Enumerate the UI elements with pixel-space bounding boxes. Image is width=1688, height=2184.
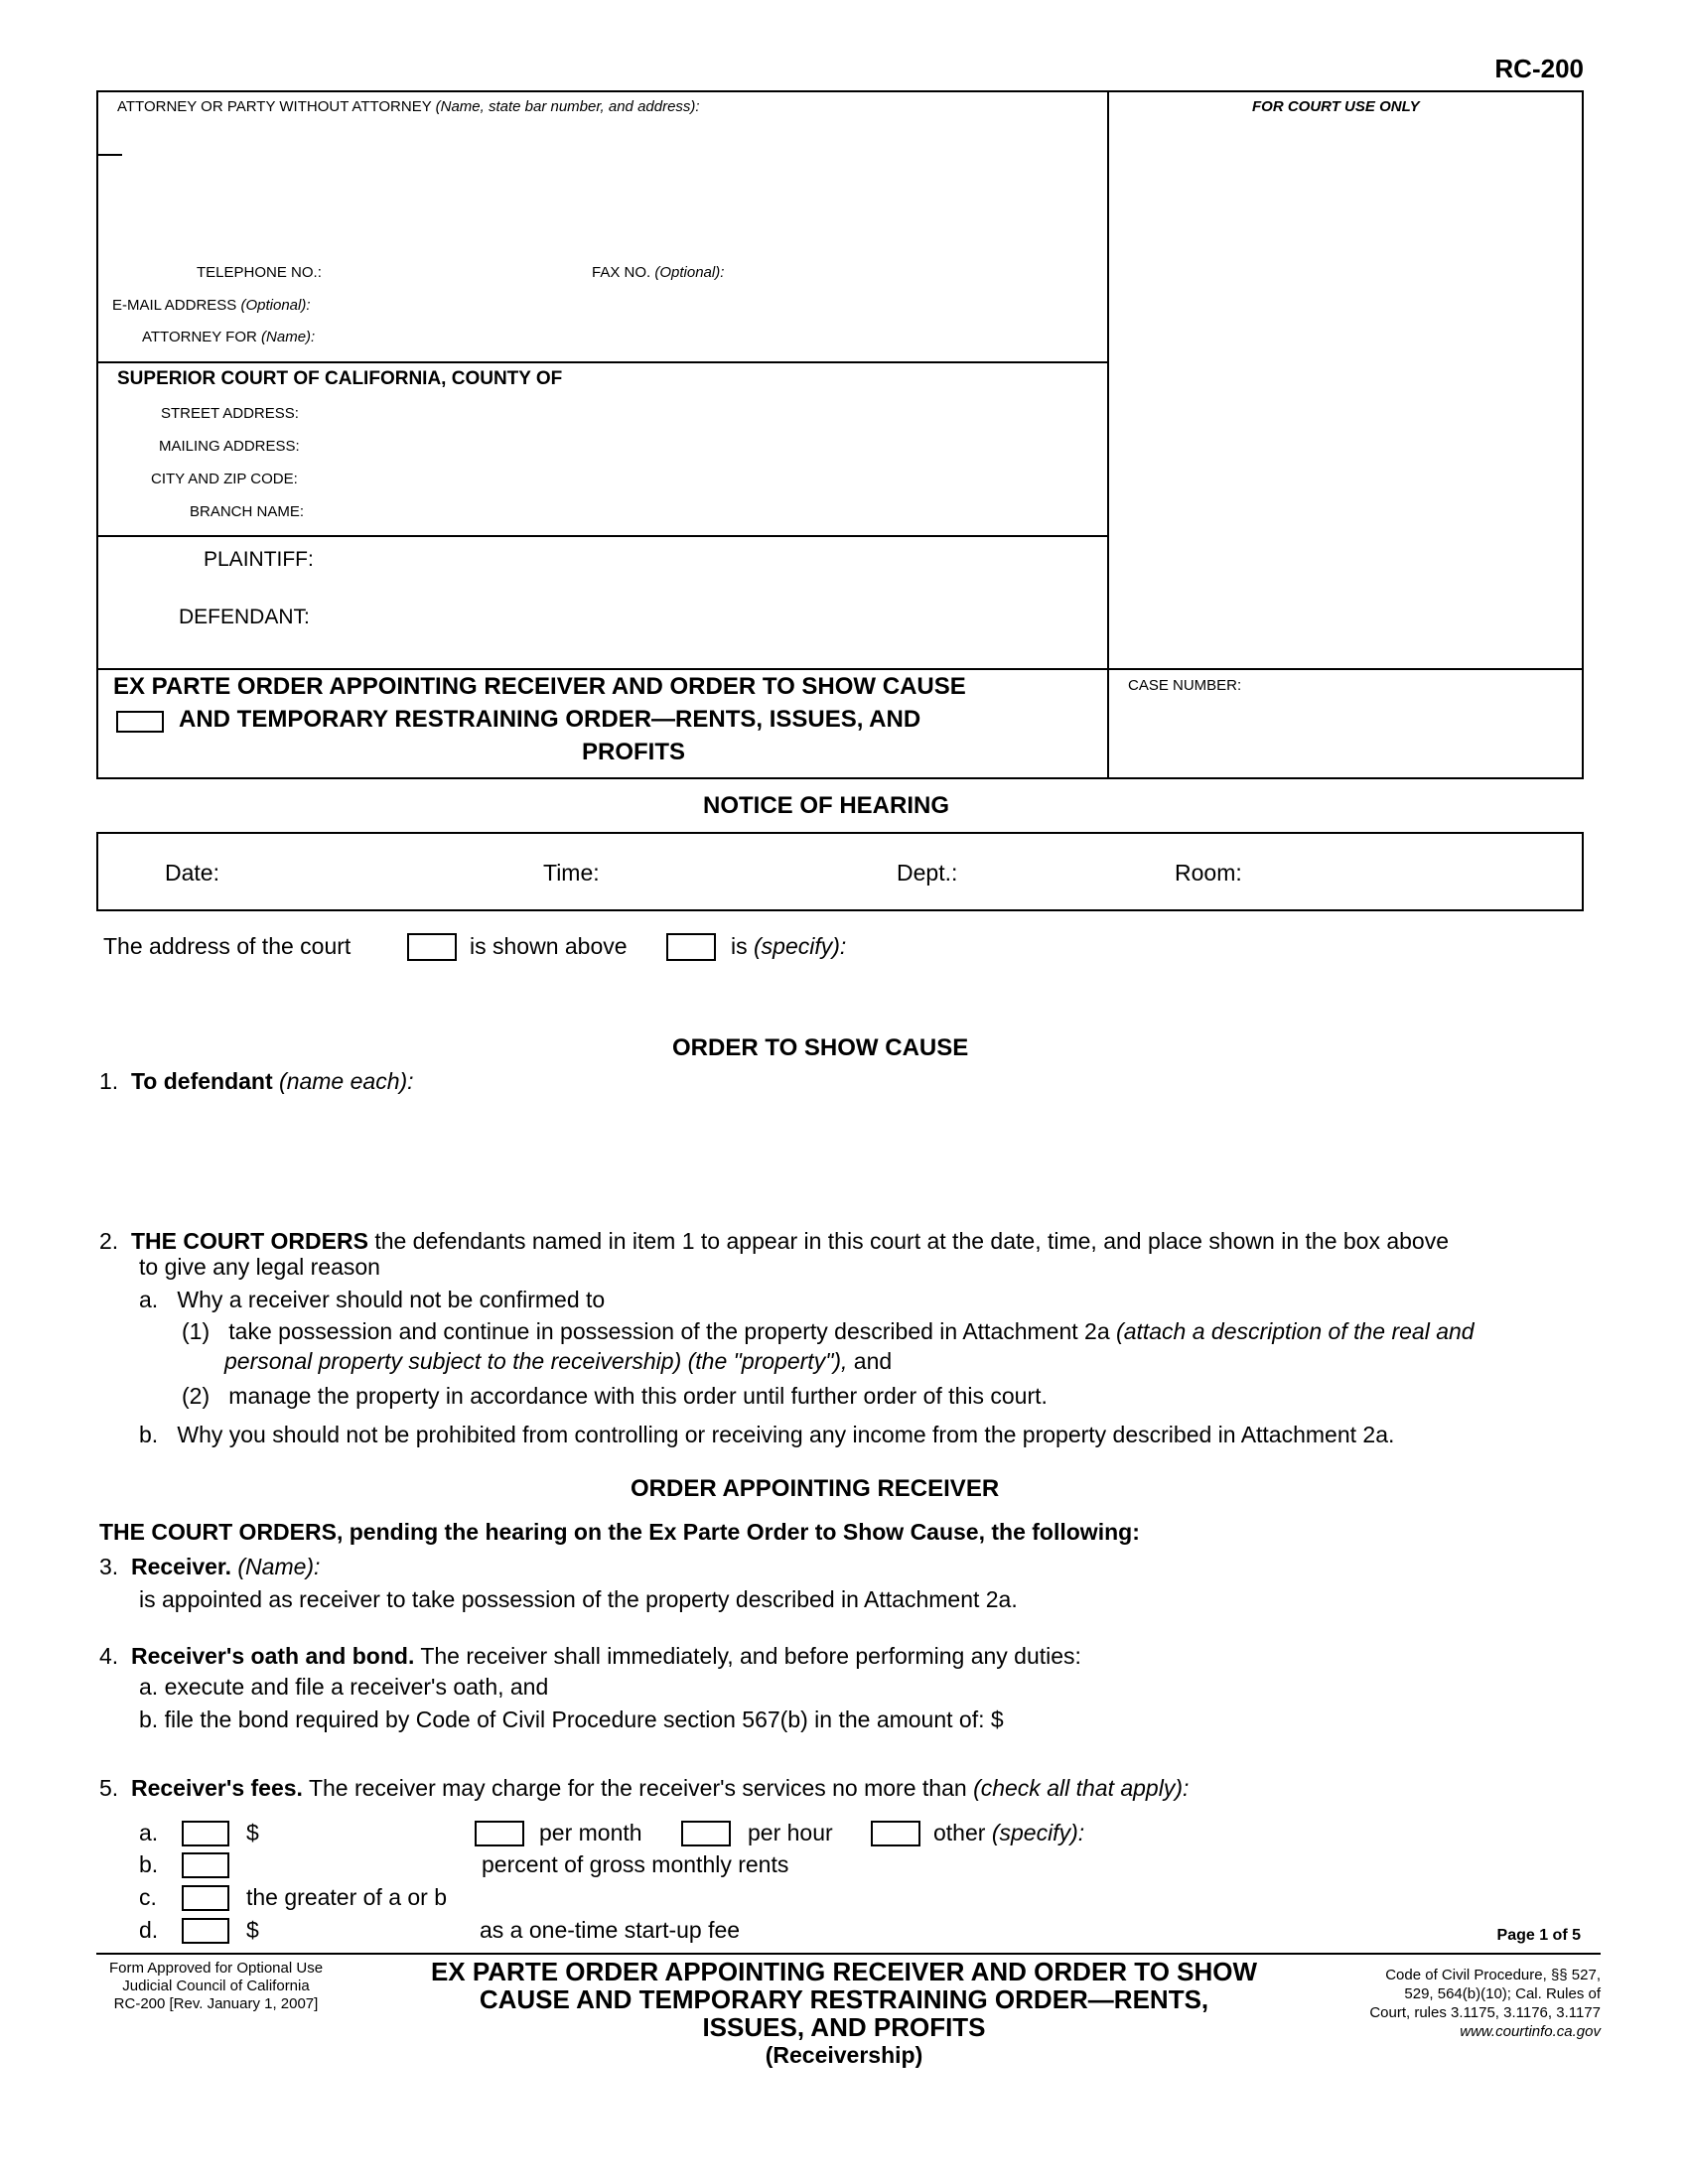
defendant-label: DEFENDANT: bbox=[179, 606, 310, 628]
fee-d-dollar: $ bbox=[246, 1917, 259, 1943]
per-hour-checkbox[interactable] bbox=[681, 1821, 731, 1846]
greater-label: the greater of a or b bbox=[246, 1884, 448, 1910]
hearing-time-label: Time: bbox=[543, 860, 600, 886]
page-number: Page 1 of 5 bbox=[1496, 1927, 1581, 1944]
address-specify-checkbox[interactable] bbox=[666, 933, 716, 961]
footer-left bbox=[79, 1960, 352, 2013]
plaintiff-label: PLAINTIFF: bbox=[204, 548, 314, 571]
fee-b-checkbox[interactable] bbox=[182, 1852, 229, 1878]
fee-a-checkbox[interactable] bbox=[182, 1821, 229, 1846]
item-3-line2: is appointed as receiver to take possession of the property described in Attachment 2a. bbox=[139, 1586, 1018, 1612]
other-label: other (specify): bbox=[933, 1820, 1085, 1845]
other-checkbox[interactable] bbox=[871, 1821, 920, 1846]
footer-right-2: 529, 564(b)(10); Cal. Rules of bbox=[1404, 1985, 1601, 2002]
court-address-text: The address of the court bbox=[103, 933, 352, 959]
caption-tick bbox=[96, 154, 122, 156]
item-1: 1. To defendant (name each): bbox=[99, 1068, 414, 1094]
footer-left-3: RC-200 [Rev. January 1, 2007] bbox=[113, 1995, 319, 2012]
item-2a: a. Why a receiver should not be confirmed to bbox=[139, 1287, 606, 1312]
item-4a: a. execute and file a receiver's oath, and bbox=[139, 1674, 549, 1700]
court-name: SUPERIOR COURT OF CALIFORNIA, COUNTY OF bbox=[117, 368, 563, 389]
attorney-label: ATTORNEY OR PARTY WITHOUT ATTORNEY (Name, state bar number, and address): bbox=[117, 98, 700, 115]
caption-line-parties bbox=[96, 535, 1109, 537]
oar-intro: THE COURT ORDERS, pending the hearing on the Ex Parte Order to Show Cause, the following: bbox=[99, 1519, 1140, 1545]
caption-divider bbox=[1107, 90, 1109, 779]
percent-label: percent of gross monthly rents bbox=[482, 1851, 789, 1877]
footer-left-1: Form Approved for Optional Use bbox=[108, 1960, 324, 1977]
item-2a1-line2: personal property subject to the receivership) (the "property"), and bbox=[224, 1348, 893, 1374]
footer-title bbox=[377, 1958, 1311, 2069]
footer-title-3: ISSUES, AND PROFITS bbox=[702, 2012, 986, 2042]
caption-line-court bbox=[96, 361, 1109, 363]
item-2: 2. THE COURT ORDERS the defendants named in item 1 to appear in this court at the date, time, and place shown in the box above bbox=[99, 1228, 1450, 1254]
per-month-label: per month bbox=[539, 1820, 642, 1845]
footer-right-3: Court, rules 3.1175, 3.1176, 3.1177 bbox=[1369, 2004, 1601, 2021]
form-number: RC-200 bbox=[1494, 54, 1584, 83]
footer-title-4: (Receivership) bbox=[765, 2042, 923, 2068]
notice-heading: NOTICE OF HEARING bbox=[703, 792, 950, 819]
address-shown-above-label: is shown above bbox=[470, 933, 628, 959]
item-4: 4. Receiver's oath and bond. The receiver shall immediately, and before performing any duties: bbox=[99, 1643, 1081, 1669]
footer-title-2: CAUSE AND TEMPORARY RESTRAINING ORDER—RENTS, bbox=[479, 1984, 1209, 2014]
fee-c-checkbox[interactable] bbox=[182, 1885, 229, 1911]
fee-b-label: b. bbox=[139, 1851, 159, 1877]
address-shown-above-checkbox[interactable] bbox=[407, 933, 457, 961]
email-label: E-MAIL ADDRESS (Optional): bbox=[112, 297, 311, 314]
per-hour-label: per hour bbox=[748, 1820, 833, 1845]
court-use-label: FOR COURT USE ONLY bbox=[1252, 98, 1420, 115]
city-zip-label: CITY AND ZIP CODE: bbox=[151, 471, 298, 487]
telephone-label: TELEPHONE NO.: bbox=[197, 264, 322, 281]
tro-checkbox[interactable] bbox=[116, 711, 164, 733]
item-2-line2: to give any legal reason bbox=[139, 1254, 380, 1280]
fax-label: FAX NO. (Optional): bbox=[592, 264, 725, 281]
footer-right bbox=[1303, 1966, 1601, 2041]
caption-title-line3: PROFITS bbox=[582, 739, 686, 765]
caption-title-line1: EX PARTE ORDER APPOINTING RECEIVER AND ORDER TO SHOW CAUSE bbox=[113, 673, 966, 700]
oar-heading: ORDER APPOINTING RECEIVER bbox=[631, 1475, 1000, 1502]
courtinfo-link[interactable]: www.courtinfo.ca.gov bbox=[1460, 2023, 1601, 2040]
hearing-room-label: Room: bbox=[1175, 860, 1242, 886]
per-month-checkbox[interactable] bbox=[475, 1821, 524, 1846]
hearing-date-label: Date: bbox=[165, 860, 219, 886]
mailing-address-label: MAILING ADDRESS: bbox=[159, 438, 300, 455]
item-2a1: (1) take possession and continue in possession of the property described in Attachment 2a (attach a description of the real and bbox=[182, 1318, 1475, 1344]
footer-rule bbox=[96, 1953, 1601, 1955]
hearing-dept-label: Dept.: bbox=[897, 860, 958, 886]
branch-name-label: BRANCH NAME: bbox=[190, 503, 305, 520]
attorney-for-label: ATTORNEY FOR (Name): bbox=[142, 329, 316, 345]
footer-left-2: Judicial Council of California bbox=[122, 1978, 310, 1994]
address-specify-label: is (specify): bbox=[731, 933, 847, 959]
item-2a2: (2) manage the property in accordance with this order until further order of this court. bbox=[182, 1383, 1048, 1409]
case-number-label: CASE NUMBER: bbox=[1128, 677, 1242, 694]
one-time-label: as a one-time start-up fee bbox=[480, 1917, 741, 1943]
fee-a-label: a. bbox=[139, 1820, 159, 1845]
caption-title-line2: AND TEMPORARY RESTRAINING ORDER—RENTS, ISSUES, AND bbox=[179, 706, 921, 733]
footer-title-1: EX PARTE ORDER APPOINTING RECEIVER AND ORDER TO SHOW bbox=[430, 1957, 1258, 1986]
item-3: 3. Receiver. (Name): bbox=[99, 1554, 321, 1579]
street-address-label: STREET ADDRESS: bbox=[161, 405, 299, 422]
item-5: 5. Receiver's fees. The receiver may charge for the receiver's services no more than (check all that apply): bbox=[99, 1775, 1190, 1801]
caption-line-title bbox=[96, 668, 1584, 670]
fee-c-label: c. bbox=[139, 1884, 157, 1910]
fee-d-checkbox[interactable] bbox=[182, 1918, 229, 1944]
hearing-box bbox=[96, 832, 1584, 911]
fee-a-dollar: $ bbox=[246, 1820, 259, 1845]
osc-heading: ORDER TO SHOW CAUSE bbox=[672, 1034, 969, 1061]
item-4b: b. file the bond required by Code of Civil Procedure section 567(b) in the amount of: $ bbox=[139, 1706, 1004, 1732]
footer-right-1: Code of Civil Procedure, §§ 527, bbox=[1385, 1967, 1601, 1983]
fee-d-label: d. bbox=[139, 1917, 159, 1943]
item-2b: b. Why you should not be prohibited from controlling or receiving any income from the property described in Attachment 2a. bbox=[139, 1422, 1395, 1447]
